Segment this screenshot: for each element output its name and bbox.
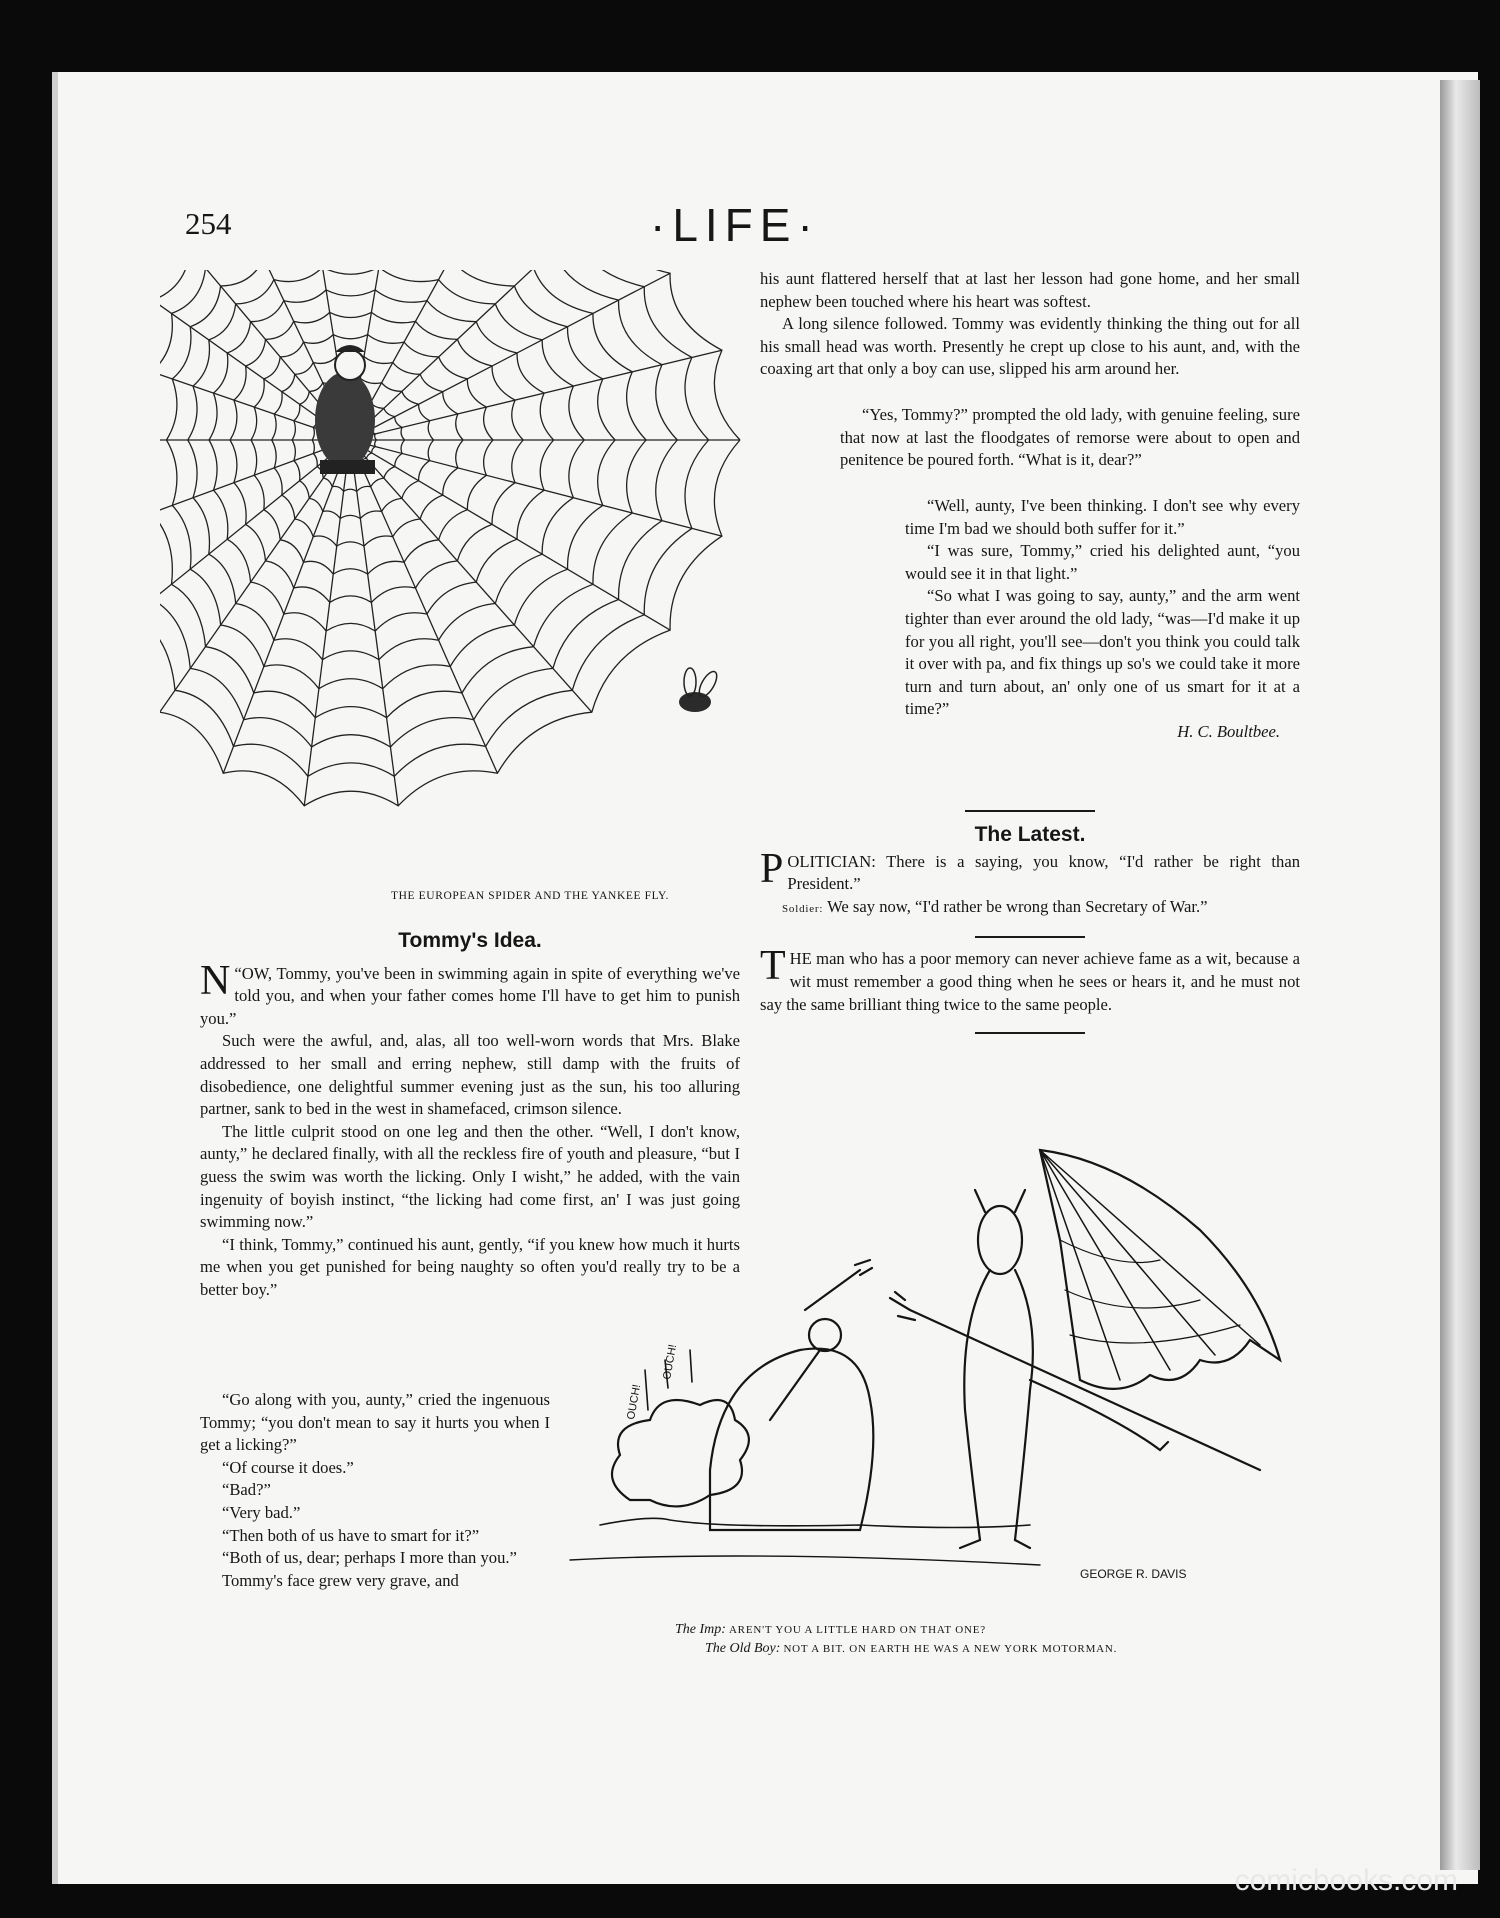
tommy-paragraph-4: “I think, Tommy,” continued his aunt, gently, “if you knew how much it hurts me when you get punished for being naughty so often you'd really try to be a better boy.”	[200, 1234, 740, 1299]
tommy-continued-4: “Well, aunty, I've been thinking. I don't see why every time I'm bad we should both suffer for it.”	[905, 496, 1300, 538]
tommy-paragraph-10: “Both of us, dear; perhaps I more than you.”	[222, 1548, 517, 1568]
fly-figure	[679, 668, 720, 712]
sound-word-2: OUCH!	[661, 1343, 680, 1381]
devil-caption	[675, 1620, 1235, 1658]
artist-signature: GEORGE R. DAVIS	[1080, 1567, 1187, 1581]
tommy-title: Tommy's Idea.	[398, 929, 542, 952]
spider-caption: THE EUROPEAN SPIDER AND THE YANKEE FLY.	[391, 890, 669, 902]
spider-web-illustration	[160, 270, 760, 890]
imp-speaker: The Imp:	[675, 1622, 726, 1637]
tommy-continued-1: his aunt flattered herself that at last her lesson had gone home, and her small nephew been touched where his heart was softest.	[760, 269, 1300, 311]
rock	[710, 1349, 873, 1530]
old-boy-speaker: The Old Boy:	[705, 1641, 781, 1656]
page-edge	[1440, 80, 1480, 1870]
imp-fork	[770, 1260, 872, 1420]
devil-illustration	[560, 1120, 1300, 1620]
latest-paragraph-2	[760, 896, 1300, 921]
page-number: 254	[185, 206, 232, 241]
latest-p1-text: OLITICIAN: There is a saying, you know, “I'd rather be right than President.”	[787, 851, 1300, 894]
web-spoke	[350, 270, 592, 440]
soldier-label: Soldier:	[782, 902, 824, 915]
memory-text: HE man who has a poor memory can never achieve fame as a wit, because a wit must remember a good thing when he sees or hears it, and he must not say the same brilliant thing twice to the same people.	[760, 949, 1300, 1014]
tommy-paragraph-7: “Bad?”	[222, 1480, 271, 1500]
tommy-p1-text: OW, Tommy, you've been in swimming again in spite of everything we've told you, and when your father comes home I'll have to get him to punish you.”	[200, 963, 740, 1028]
latest-section	[760, 810, 1300, 1034]
web-spoke	[160, 440, 350, 536]
tommy-continued-6: “So what I was going to say, aunty,” and the arm went tighter than ever around the old lady, “was—I'd make it up for you all right, you'll see—don't you think you could talk it over with pa, and fix things up so's we could take it more turn and turn about, an' only one of us smart for it at a time?”	[905, 586, 1300, 719]
devil-head	[978, 1206, 1022, 1274]
web-spoke	[350, 273, 670, 440]
tommy-signature: H. C. Boultbee.	[1177, 721, 1280, 741]
web-spoke	[350, 440, 670, 630]
spider-figure	[315, 345, 375, 474]
divider-rule	[965, 810, 1095, 812]
tommy-continued-5: “I was sure, Tommy,” cried his delighted aunt, “you would see it in that light.”	[905, 541, 1300, 583]
latest-dropcap: P	[760, 845, 784, 892]
tommy-open-quote: “	[234, 963, 242, 983]
tommy-paragraph-11: Tommy's face grew very grave, and	[222, 1570, 459, 1590]
tommy-column-right-narrow	[905, 495, 1300, 744]
latest-paragraph-1	[760, 845, 1300, 896]
devil-body	[964, 1270, 1033, 1540]
tommy-paragraph-6: “Of course it does.”	[222, 1457, 354, 1477]
tommy-paragraph-3: The little culprit stood on one leg and then the other. “Well, I don't know, aunty,” he declared finally, with all the reckless fire of youth and pleasure, “but I guess the swim was worth the licking. Only I wisht,” he added, with the vain ingenuity of boyish instinct, “the licking had come first, an' I was just going swimming now.”	[200, 1121, 740, 1232]
imp-line: AREN'T YOU A LITTLE HARD ON THAT ONE?	[728, 1624, 986, 1636]
masthead: ·LIFE·	[650, 199, 820, 251]
tommy-dropcap: N	[200, 957, 231, 1004]
web-spoke	[223, 440, 350, 773]
tommy-column-left-narrow	[200, 1389, 550, 1592]
tommy-column-right	[760, 268, 1300, 381]
imp-head	[809, 1319, 841, 1351]
web-ring	[160, 270, 740, 806]
web-ring	[230, 312, 523, 602]
memory-paragraph	[760, 943, 1300, 1016]
latest-p2-text: We say now, “I'd rather be wrong than Secretary of War.”	[823, 896, 1208, 916]
tommy-paragraph-8: “Very bad.”	[222, 1502, 301, 1522]
divider-rule	[975, 936, 1085, 938]
tommy-continued-3: “Yes, Tommy?” prompted the old lady, with genuine feeling, sure that now at last the floodgates of remorse were about to open and penitence be poured forth. “What is it, dear?”	[840, 405, 1300, 470]
tommy-paragraph-2: Such were the awful, and, alas, all too well-worn words that Mrs. Blake addressed to her small and erring nephew, still damp with the fruits of disobedience, one delightful summer evening just as the sun, his too alluring partner, sank to bed in the west in shamefaced, crimson silence.	[200, 1031, 740, 1119]
tommy-column-right-indented	[840, 404, 1300, 472]
tommy-paragraph-1	[200, 957, 740, 1031]
devil-caption-line-2	[705, 1639, 1235, 1658]
divider-rule	[975, 1032, 1085, 1034]
watermark: comicbooks.com	[1234, 1864, 1458, 1897]
memory-dropcap: T	[760, 943, 786, 990]
web-spoke	[350, 440, 592, 712]
devil-caption-line-1	[675, 1620, 1235, 1639]
latest-title: The Latest.	[974, 823, 1086, 846]
tommy-paragraph-9: “Then both of us have to smart for it?”	[222, 1525, 480, 1545]
web-ring	[251, 335, 493, 574]
sound-word-1: OUCH!	[625, 1383, 644, 1421]
tommy-paragraph-5: “Go along with you, aunty,” cried the ingenuous Tommy; “you don't mean to say it hurts you when I get a licking?”	[200, 1390, 550, 1455]
web-ring	[160, 270, 709, 776]
old-boy-line: NOT A BIT. ON EARTH HE WAS A NEW YORK MOTORMAN.	[783, 1643, 1118, 1655]
web-ring	[167, 270, 616, 689]
tommy-continued-2: A long silence followed. Tommy was evidently thinking the thing out for all his small head was worth. Presently he crept up close to his aunt, and, with the coaxing art that only a boy can use, slipped his arm around her.	[760, 314, 1300, 379]
